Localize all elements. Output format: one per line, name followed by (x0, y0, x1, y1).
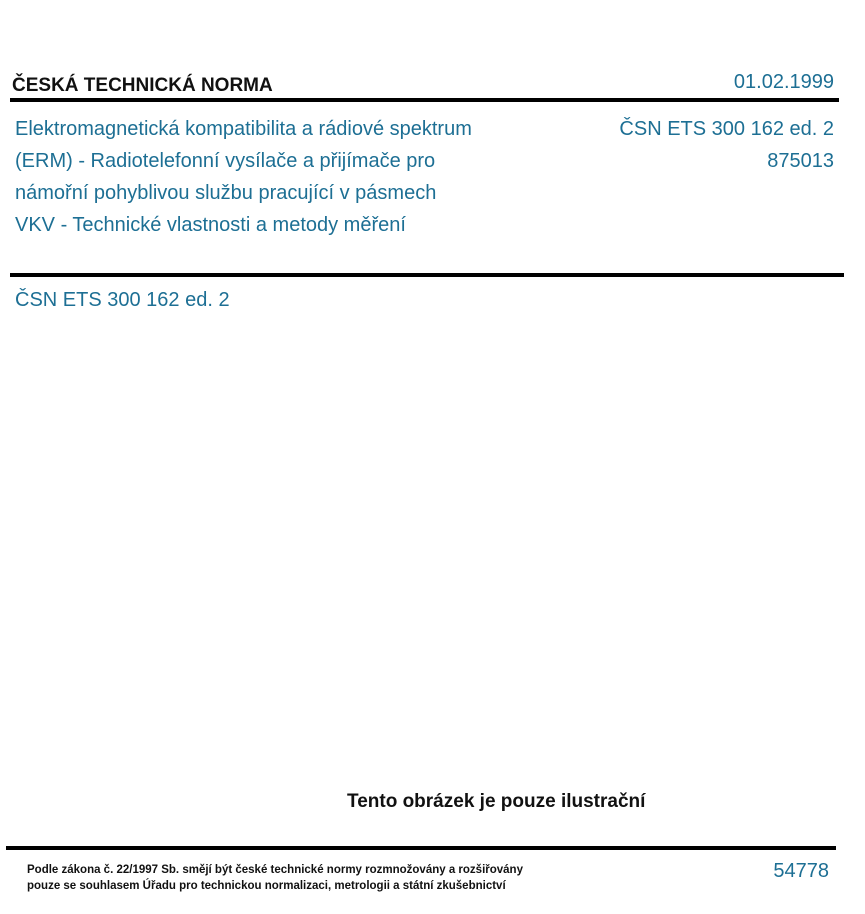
standard-code: ČSN ETS 300 162 ed. 2 (619, 118, 834, 140)
legal-line: pouze se souhlasem Úřadu pro technickou normalizaci, metrologii a státní zkušebnictví (27, 880, 506, 892)
classification-number: 875013 (767, 150, 834, 172)
legal-line: Podle zákona č. 22/1997 Sb. smějí být české technické normy rozmnožovány a rozšiřovány (27, 864, 523, 876)
title-line: (ERM) - Radiotelefonní vysílače a přijímače pro (15, 150, 436, 172)
title-line: VKV - Technické vlastnosti a metody měření (15, 214, 406, 236)
norm-header-title: ČESKÁ TECHNICKÁ NORMA (12, 75, 273, 96)
illustration-note: Tento obrázek je pouze ilustrační (347, 791, 646, 812)
bottom-divider (6, 846, 836, 850)
middle-divider (10, 273, 844, 277)
standard-code-repeat: ČSN ETS 300 162 ed. 2 (15, 289, 230, 311)
standard-identifiers (619, 113, 834, 177)
legal-notice (27, 862, 523, 894)
issue-date: 01.02.1999 (733, 71, 834, 93)
top-divider (10, 98, 839, 102)
title-line: Elektromagnetická kompatibilita a rádiové spektrum (15, 118, 472, 140)
catalog-number: 54778 (773, 860, 829, 882)
title-line: námořní pohyblivou službu pracující v pásmech (15, 182, 437, 204)
document-title (15, 113, 555, 241)
